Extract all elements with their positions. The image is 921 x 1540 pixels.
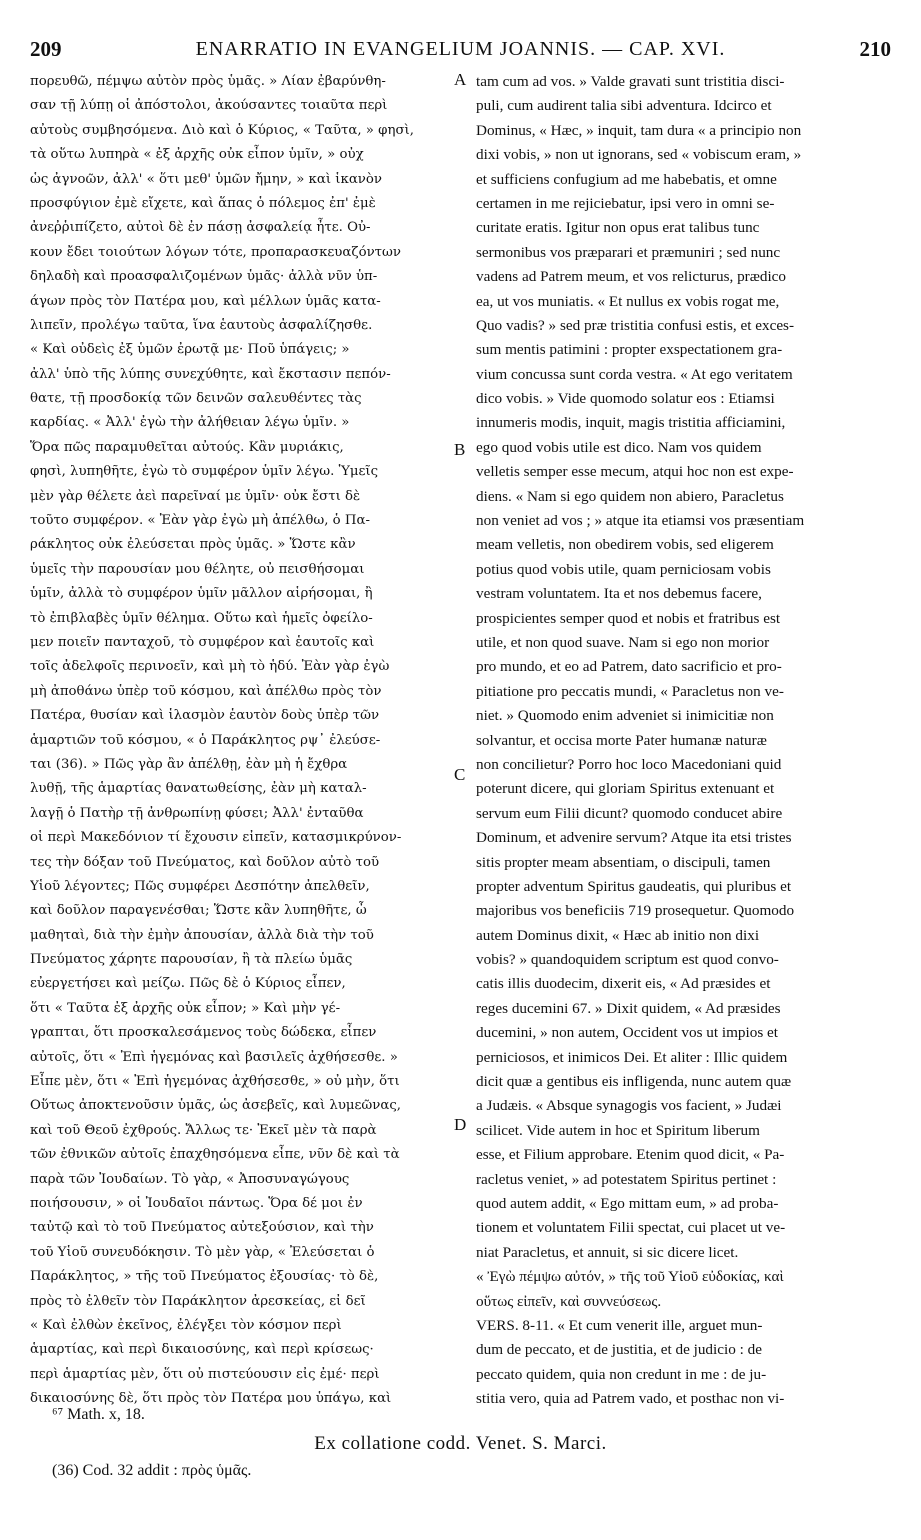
section-marker-a: A [454,70,467,89]
greek-text-line: ἁμαρτιῶν τοῦ κόσμου, « ὁ Παράκλητος ρψ᾽ ἐλεύσε- [30,732,381,748]
latin-text-line: utile, et non quod suave. Nam si ego non morior [476,633,770,651]
latin-text-line: tionem et voluntatem Filii spectat, cui placet ut ve- [476,1219,786,1237]
greek-text-line: Πνεύματος χάρητε παρουσίαν, ἢ τὰ πλείω ὑμᾶς [30,952,353,968]
latin-text-line: « Ἐγὼ πέμψω αὐτόν, » τῆς τοῦ Υἱοῦ εὐδοκίας, καὶ [476,1268,784,1286]
latin-text-line: vobis? » quandoquidem scriptum est quod convo- [476,951,779,969]
greek-text-line: ὡς ἀγνοῶν, ἀλλ' « ὅτι μεθ' ὑμῶν ἤμην, » καὶ ἱκανὸν [30,171,382,187]
latin-text-line: catis illis duodecim, dixerit eis, « Ad præsides et [476,975,771,993]
latin-text-line: quod autem addit, « Ego mittam eum, » ad proba- [476,1194,779,1212]
latin-text-line: dicit quæ a gentibus eis infligenda, nunc autem quæ [476,1073,792,1091]
latin-text-line: solvantur, et occisa morte Pater humanæ naturæ [476,731,767,749]
latin-text-line: sermonibus vos præparari et præmuniri ; sed nunc [476,243,781,261]
greek-text-line: αὐτοὺς συμβησόμενα. Διὸ καὶ ὁ Κύριος, « Ταῦτα, » φησὶ, [30,122,414,138]
greek-text-line: μαθηταὶ, διὰ τὴν ἐμὴν ἀπουσίαν, ἀλλὰ διὰ τὴν τοῦ [30,927,374,943]
greek-text-line: αὐτοῖς, ὅτι « Ἐπὶ ἡγεμόνας καὶ βασιλεῖς ἀχθήσεσθε. » [30,1049,398,1065]
greek-text-line: παρὰ τῶν Ἰουδαίων. Τὸ γὰρ, « Ἀποσυναγώγους [30,1171,350,1187]
greek-text-line: τοῖς ἀδελφοῖς περινοεῖν, καὶ μὴ τὸ ἡδύ. Ἐὰν γὰρ ἐγὼ [30,659,390,675]
greek-text-line: λαγῇ ὁ Πατὴρ τῇ ἀνθρωπίνῃ φύσει; Ἀλλ' ἐνταῦθα [30,805,364,821]
greek-text-line: πορευθῶ, πέμψω αὐτὸν πρὸς ὑμᾶς. » Λίαν ἐβαρύνθη- [30,74,386,89]
greek-text-line: κουν ἔδει τοιούτων λόγων τότε, προπαρασκευαζόντων [30,244,401,260]
section-marker-b: B [454,440,466,459]
latin-text-line: niet. » Quomodo enim adveniet si inimicitiæ non [476,707,774,725]
greek-text-line: Παράκλητος, » τῆς τοῦ Πνεύματος ἐξουσίας· τὸ δὲ, [30,1269,379,1285]
latin-text-line: peccato quidem, quia non credunt in me : de ju- [476,1365,767,1383]
greek-text-line: δικαιοσύνης δὲ, ὅτι πρὸς τὸν Πατέρα μου ὑπάγω, καὶ [30,1391,392,1407]
greek-text-line: οἱ περὶ Μακεδόνιον τί ἔχουσιν εἰπεῖν, κατασμικρύνον- [30,830,402,846]
greek-text-line: τὰ οὕτω λυπηρὰ « ἐξ ἀρχῆς οὐκ εἶπον ὑμῖν, » οὐχ [30,147,364,163]
page-number-right: 210 [859,36,891,61]
greek-text-line: εὐεργετήσει καὶ μείζω. Πῶς δὲ ὁ Κύριος εἶπεν, [30,976,346,992]
greek-text-line: άγων πρὸς τὸν Πατέρα μου, καὶ μέλλων ὑμᾶς κατα- [30,293,381,309]
greek-text-line: μὲν γὰρ θέλετε ἀεὶ παρεῖναί με ὑμῖν· οὐκ ἔστι δὲ [30,488,361,504]
greek-column [30,70,462,1411]
greek-text-line: τῶν ἐθνικῶν αὐτοῖς ἐπαχθησόμενα εἶπε, νῦν δὲ καὶ τὰ [30,1147,400,1163]
latin-text-line: non concilietur? Porro hoc loco Macedoniani quid [476,755,782,773]
greek-text-line: ὑμῖν, ἀλλὰ τὸ συμφέρον ὑμῖν μᾶλλον αἱρήσομαι, ἢ [30,586,373,602]
greek-text-line: καὶ δοῦλον παραγενέσθαι; Ὥστε κἂν λυπηθῆτε, ὦ [30,903,367,919]
greek-text-line: ταὐτῷ καὶ τὸ τοῦ Πνεύματος αὐτεξούσιον, καὶ τὴν [30,1220,374,1236]
latin-text-line: Dominus, « Hæc, » inquit, tam dura « a principio non [476,121,802,139]
greek-text-line: δηλαδὴ καὶ προασφαλιζομένων ὑμᾶς· ἀλλὰ νῦν ὑπ- [30,269,378,285]
latin-text-line: tam cum ad vos. » Valde gravati sunt tristitia disci- [476,73,785,90]
latin-text-line: autem Dominus dixit, « Hæc ab initio non dixi [476,926,760,944]
latin-text-line: scilicet. Vide autem in hoc et Spiritum liberum [476,1121,760,1139]
latin-text-line: poterunt dicere, qui gloriam Spiritus extenuant et [476,780,775,798]
latin-text-line: potius quod vobis utile, quam perniciosam vobis [476,560,771,578]
latin-text-line: diens. « Nam si ego quidem non abiero, Paracletus [476,487,784,505]
latin-text-line: certamen in me rejiciebatur, ipsi vero in omni se- [476,194,775,212]
page-number-left: 209 [30,36,62,61]
latin-text-line: Dominum, et advenire servum? Atque ita etsi tristes [476,829,792,847]
section-marker-c: C [454,765,466,784]
greek-text-line: σαν τῇ λύπῃ οἱ ἀπόστολοι, ἀκούσαντες τοιαῦτα περὶ [30,98,388,114]
latin-text-line: dum de peccato, et de justitia, et de judicio : de [476,1341,762,1359]
greek-text-line: μὴ ἀποθάνω ὑπὲρ τοῦ κόσμου, καὶ ἀπέλθω πρὸς τὸν [30,683,382,699]
footnote-67: ⁶⁷ Math. x, 18. [52,1406,145,1423]
greek-text-line: φησὶ, λυπηθῆτε, ἐγὼ τὸ συμφέρον ὑμῖν λέγω. Ὑμεῖς [30,464,379,480]
greek-text-line: ὅτι « Ταῦτα ἐξ ἀρχῆς οὐκ εἶπον; » Καὶ μὴν γέ- [30,1000,341,1016]
latin-text-line: sum mentis patimini : propter exspectationem gra- [476,341,783,359]
collation-note: Ex collatione codd. Venet. S. Marci. [314,1433,607,1454]
latin-text-line: ego quod vobis utile est dico. Nam vos quidem [476,438,762,456]
greek-text-line: ράκλητος οὐκ ἐλεύσεται πρὸς ὑμᾶς. » Ὥστε κἂν [30,537,356,553]
latin-text-line: curitate eratis. Igitur non opus erat talibus tunc [476,219,760,237]
latin-text-line: a Judæis. « Absque synagogis vos facient, » Judæi [476,1097,782,1115]
latin-text-line: pro mundo, et eo ad Patrem, dato sacrificio et pro- [476,658,782,676]
latin-text-line: et sufficiens confugium ad me habebatis, et omne [476,170,777,188]
greek-text-line: Πατέρα, θυσίαν καὶ ἱλασμὸν ἑαυτὸν δοὺς ὑπὲρ τῶν [30,708,380,724]
greek-text-line: λιπεῖν, προλέγω ταῦτα, ἵνα ἑαυτοὺς ἀσφαλίζησθε. [30,317,373,333]
latin-text-line: VERS. 8-11. « Et cum venerit ille, arguet mun- [476,1316,763,1334]
latin-text-line: οὕτως εἰπεῖν, καὶ συννεύσεως. [476,1292,662,1310]
latin-text-line: vadens ad Patrem meum, et vos relicturus, prædico [476,268,787,286]
greek-text-line: Ὅρα πῶς παραμυθεῖται αὐτούς. Κἂν μυριάκις, [30,439,344,455]
greek-text-line: θατε, τῇ προσδοκίᾳ τῶν δεινῶν σαλευθέντες τὰς [30,391,362,407]
latin-text-line: niat Paracletus, et annuit, si sic dicere licet. [476,1243,739,1261]
greek-text-line: ἁμαρτίας, καὶ περὶ δικαιοσύνης, καὶ περὶ κρίσεως· [30,1342,374,1358]
latin-text-line: pitiatione pro peccatis mundi, « Paracletus non ve- [476,682,784,700]
greek-text-line: λυθῇ, τῆς ἁμαρτίας θανατωθείσης, ἐὰν μὴ καταλ- [30,781,367,797]
greek-text-line: τοῦ Υἱοῦ συνευδόκησιν. Τὸ μὲν γὰρ, « Ἐλεύσεται ὁ [30,1244,375,1260]
greek-text-line: μεν ποιεῖν πανταχοῦ, τὸ συμφέρον καὶ ἑαυτοῖς καὶ [30,634,375,650]
latin-text-line: innumeris modis, inquit, magis tristitia afficiamini, [476,414,786,432]
greek-text-line: ποιήσουσιν, » οἱ Ἰουδαῖοι πάντως. Ὅρα δέ μοι ἐν [30,1195,363,1211]
latin-text-line: vestram voluntatem. Ita et nos debemus facere, [476,585,762,603]
greek-text-line: ἀνεῤῥιπίζετο, αὐτοὶ δὲ ἐν πάσῃ ἀσφαλείᾳ ἦτε. Οὐ- [30,220,371,236]
latin-text-line: dico vobis. » Vide quomodo solatur eos : Etiamsi [476,390,775,408]
greek-text-line: τες τὴν δόξαν τοῦ Πνεύματος, καὶ δοῦλον αὐτὸ τοῦ [30,854,380,870]
latin-text-line: stitia vero, quia ad Patrem vado, et posthac non vi- [476,1390,785,1408]
greek-text-line: ται (36). » Πῶς γὰρ ἂν ἀπέλθῃ, ἐὰν μὴ ἡ ἔχθρα [30,756,348,772]
greek-text-line: τὸ ἐπιβλαβὲς ὑμῖν θέλημα. Οὕτω καὶ ἡμεῖς ὀφείλο- [30,610,373,626]
greek-text-line: καρδίας. « Ἀλλ' ἐγὼ τὴν ἀλήθειαν λέγω ὑμῖν. » [30,415,350,431]
latin-text-line: majoribus vos beneficiis 719 prosequetur. Quomodo [476,902,795,920]
greek-text-line: περὶ ἁμαρτίας μὲν, ὅτι οὐ πιστεύουσιν εἰς ἐμέ· περὶ [30,1366,380,1382]
greek-text-line: Εἶπε μὲν, ὅτι « Ἐπὶ ἡγεμόνας ἀχθήσεσθε, » οὐ μὴν, ὅτι [30,1074,400,1090]
greek-text-line: « Καὶ ἐλθὼν ἐκεῖνος, ἐλέγξει τὸν κόσμον περὶ [30,1317,342,1333]
greek-text-line: γραπται, ὅτι προσκαλεσάμενος τοὺς δώδεκα, εἶπεν [30,1025,377,1041]
latin-text-line: esse, et Filium approbare. Etenim quod dicit, « Pa- [476,1146,785,1164]
latin-text-line: vium concussa sunt corda vestra. « At ego veritatem [476,365,793,383]
greek-text-line: « Καὶ οὐδεὶς ἐξ ὑμῶν ἐρωτᾷ με· Ποῦ ὑπάγεις; » [30,342,350,358]
latin-text-line: Quo vadis? » sed præ tristitia confusi estis, et exces- [476,316,795,334]
greek-text-line: Υἱοῦ λέγοντες; Πῶς συμφέρει Δεσπότην ἀπελθεῖν, [30,878,370,894]
latin-text-line: puli, cum audirent talia sibi adventura. Idcirco et [476,97,772,115]
latin-text-line: ducemini, » non autem, Occident vos ut impios et [476,1024,779,1042]
greek-text-line: καὶ τοῦ Θεοῦ ἐχθρούς. Ἄλλως τε· Ἐκεῖ μὲν τὰ παρὰ [30,1122,377,1138]
running-title: ENARRATIO IN EVANGELIUM JOANNIS. — CAP. XVI. [195,37,726,60]
latin-text-line: reges ducemini 67. » Dixit quidem, « Ad præsides [476,999,781,1017]
latin-column [476,70,892,1411]
latin-text-line: dixi vobis, » non ut ignorans, sed « vobiscum eram, » [476,146,802,164]
latin-text-line: perniciosos, et inimicos Dei. Et aliter : Illic quidem [476,1048,788,1066]
footnote-36: (36) Cod. 32 addit : πρὸς ὑμᾶς. [52,1462,252,1479]
greek-text-line: τοῦτο συμφέρον. « Ἐὰν γὰρ ἐγὼ μὴ ἀπέλθω, ὁ Πα- [30,513,370,529]
latin-text-line: ea, ut vos muniatis. « Et nullus ex vobis rogat me, [476,292,780,310]
section-marker-d: D [454,1115,467,1134]
latin-text-line: propter adventum Spiritus gaudeatis, qui pluribus et [476,877,792,895]
latin-text-line: velletis semper esse mecum, atqui hoc non est expe- [476,463,794,481]
latin-text-line: prospicientes semper quod et nobis et fratribus est [476,609,781,627]
latin-text-line: non veniet ad vos ; » atque ita etiamsi vos præsentiam [476,512,805,530]
greek-text-line: ὑμεῖς τὴν παρουσίαν μου θέλητε, οὐ πεισθήσομαι [30,561,365,577]
latin-text-line: racletus veniet, » ad potestatem Spiritus pertinet : [476,1170,777,1188]
greek-text-line: Οὕτως ἀποκτενοῦσιν ὑμᾶς, ὡς ἀσεβεῖς, καὶ λυμεῶνας, [30,1098,402,1114]
page-header [30,34,891,64]
greek-text-line: προσφύγιον ἐμὲ εἴχετε, καὶ ἅπας ὁ πόλεμος ἐπ' ἐμὲ [30,195,376,211]
greek-text-line: ἀλλ' ὑπὸ τῆς λύπης συνεχύθητε, καὶ ἔκστασιν πεπόν- [30,366,391,382]
latin-text-line: sitis propter meam absentiam, o discipuli, tamen [476,853,771,871]
latin-text-line: meam velletis, non obedirem vobis, sed eligerem [476,536,774,554]
greek-text-line: πρὸς τὸ ἐλθεῖν τὸν Παράκλητον ἀρεσκείας, εἰ δεῖ [30,1293,366,1309]
latin-text-line: servum eum Filii dicunt? quomodo conducet abire [476,804,783,822]
